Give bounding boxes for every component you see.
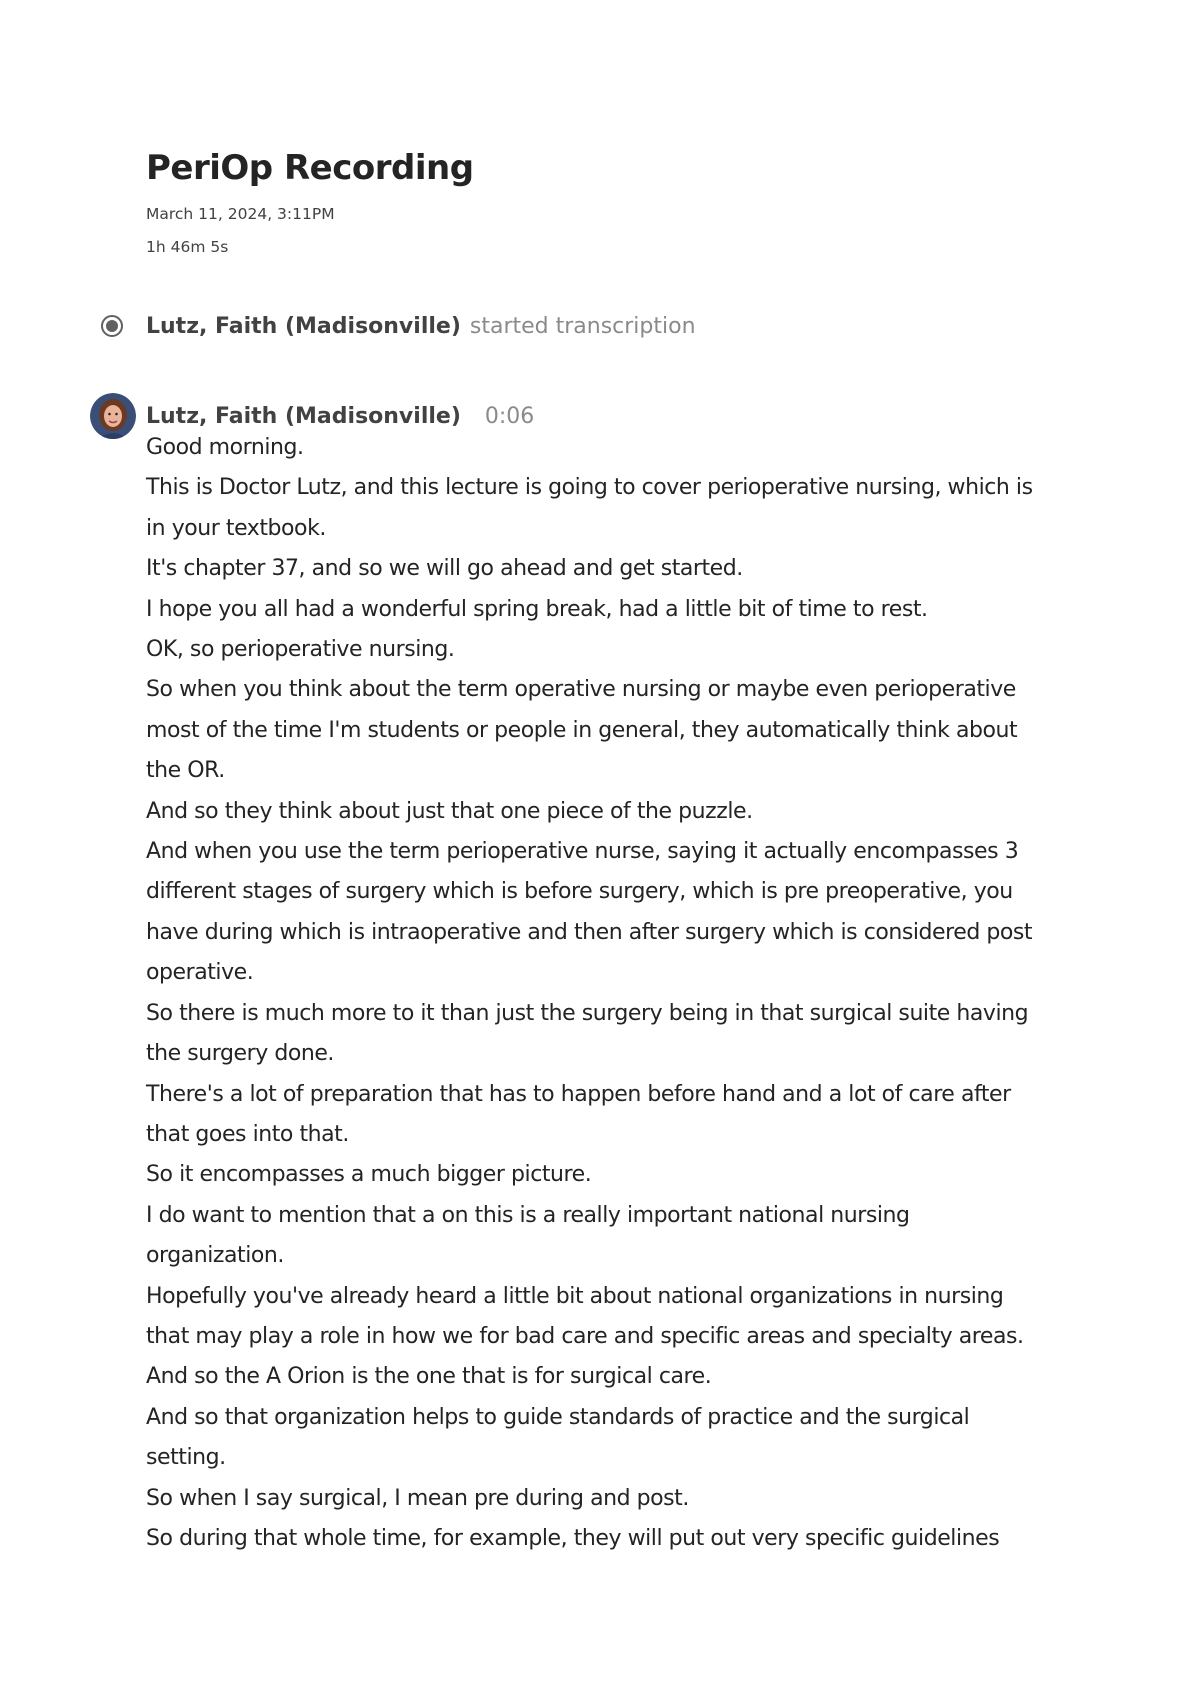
transcript-line: And so that organization helps to guide standards of practice and the surgical setting. xyxy=(146,1404,970,1471)
transcript-line: And so they think about just that one piece of the puzzle. xyxy=(146,798,753,824)
transcript-line: Good morning. xyxy=(146,435,304,460)
avatar xyxy=(90,393,136,439)
transcript-line: And when you use the term perioperative nurse, saying it actually encompasses 3 different stages of surgery which is before surgery, which is pre preoperative, you have during which is intraoperative and then after surgery which is considered post operative. xyxy=(146,839,1033,986)
event-speaker-name: Lutz, Faith (Madisonville) xyxy=(146,313,461,339)
transcript-line: So there is much more to it than just the surgery being in that surgical suite having the surgery done. xyxy=(146,1000,1029,1067)
page-title: PeriOp Recording xyxy=(146,148,474,188)
transcription-started-event xyxy=(100,310,696,342)
transcript-text xyxy=(146,428,1046,1559)
transcript-line: I hope you all had a wonderful spring break, had a little bit of time to rest. xyxy=(146,596,928,622)
transcript-line: Hopefully you've already heard a little bit about national organizations in nursing that may play a role in how we for bad care and specific areas and specialty areas. xyxy=(146,1283,1024,1349)
transcript-line: So it encompasses a much bigger picture. xyxy=(146,1162,592,1188)
recording-icon xyxy=(100,314,124,338)
transcript-line: OK, so perioperative nursing. xyxy=(146,637,455,663)
transcript-line: This is Doctor Lutz, and this lecture is going to cover perioperative nursing, which is in your textbook. xyxy=(146,475,1033,541)
recording-date: March 11, 2024, 3:11PM xyxy=(146,205,335,223)
transcript-line: There's a lot of preparation that has to happen before hand and a lot of care after that goes into that. xyxy=(146,1081,1011,1147)
event-description: started transcription xyxy=(469,313,696,339)
speaker-name: Lutz, Faith (Madisonville) xyxy=(146,403,461,429)
transcript-line: So during that whole time, for example, they will put out very specific guidelines xyxy=(146,1525,1000,1551)
transcript-line: I do want to mention that a on this is a really important national nursing organization. xyxy=(146,1202,910,1269)
recording-duration: 1h 46m 5s xyxy=(146,238,229,256)
transcript-line: It's chapter 37, and so we will go ahead and get started. xyxy=(146,556,743,582)
transcript-line: And so the A Orion is the one that is for surgical care. xyxy=(146,1364,712,1390)
transcript-line: So when you think about the term operative nursing or maybe even perioperative most of the time I'm students or people in general, they automatically think about the OR. xyxy=(146,677,1018,784)
transcript-line: So when I say surgical, I mean pre during and post. xyxy=(146,1485,689,1511)
entry-timestamp[interactable]: 0:06 xyxy=(484,403,535,429)
